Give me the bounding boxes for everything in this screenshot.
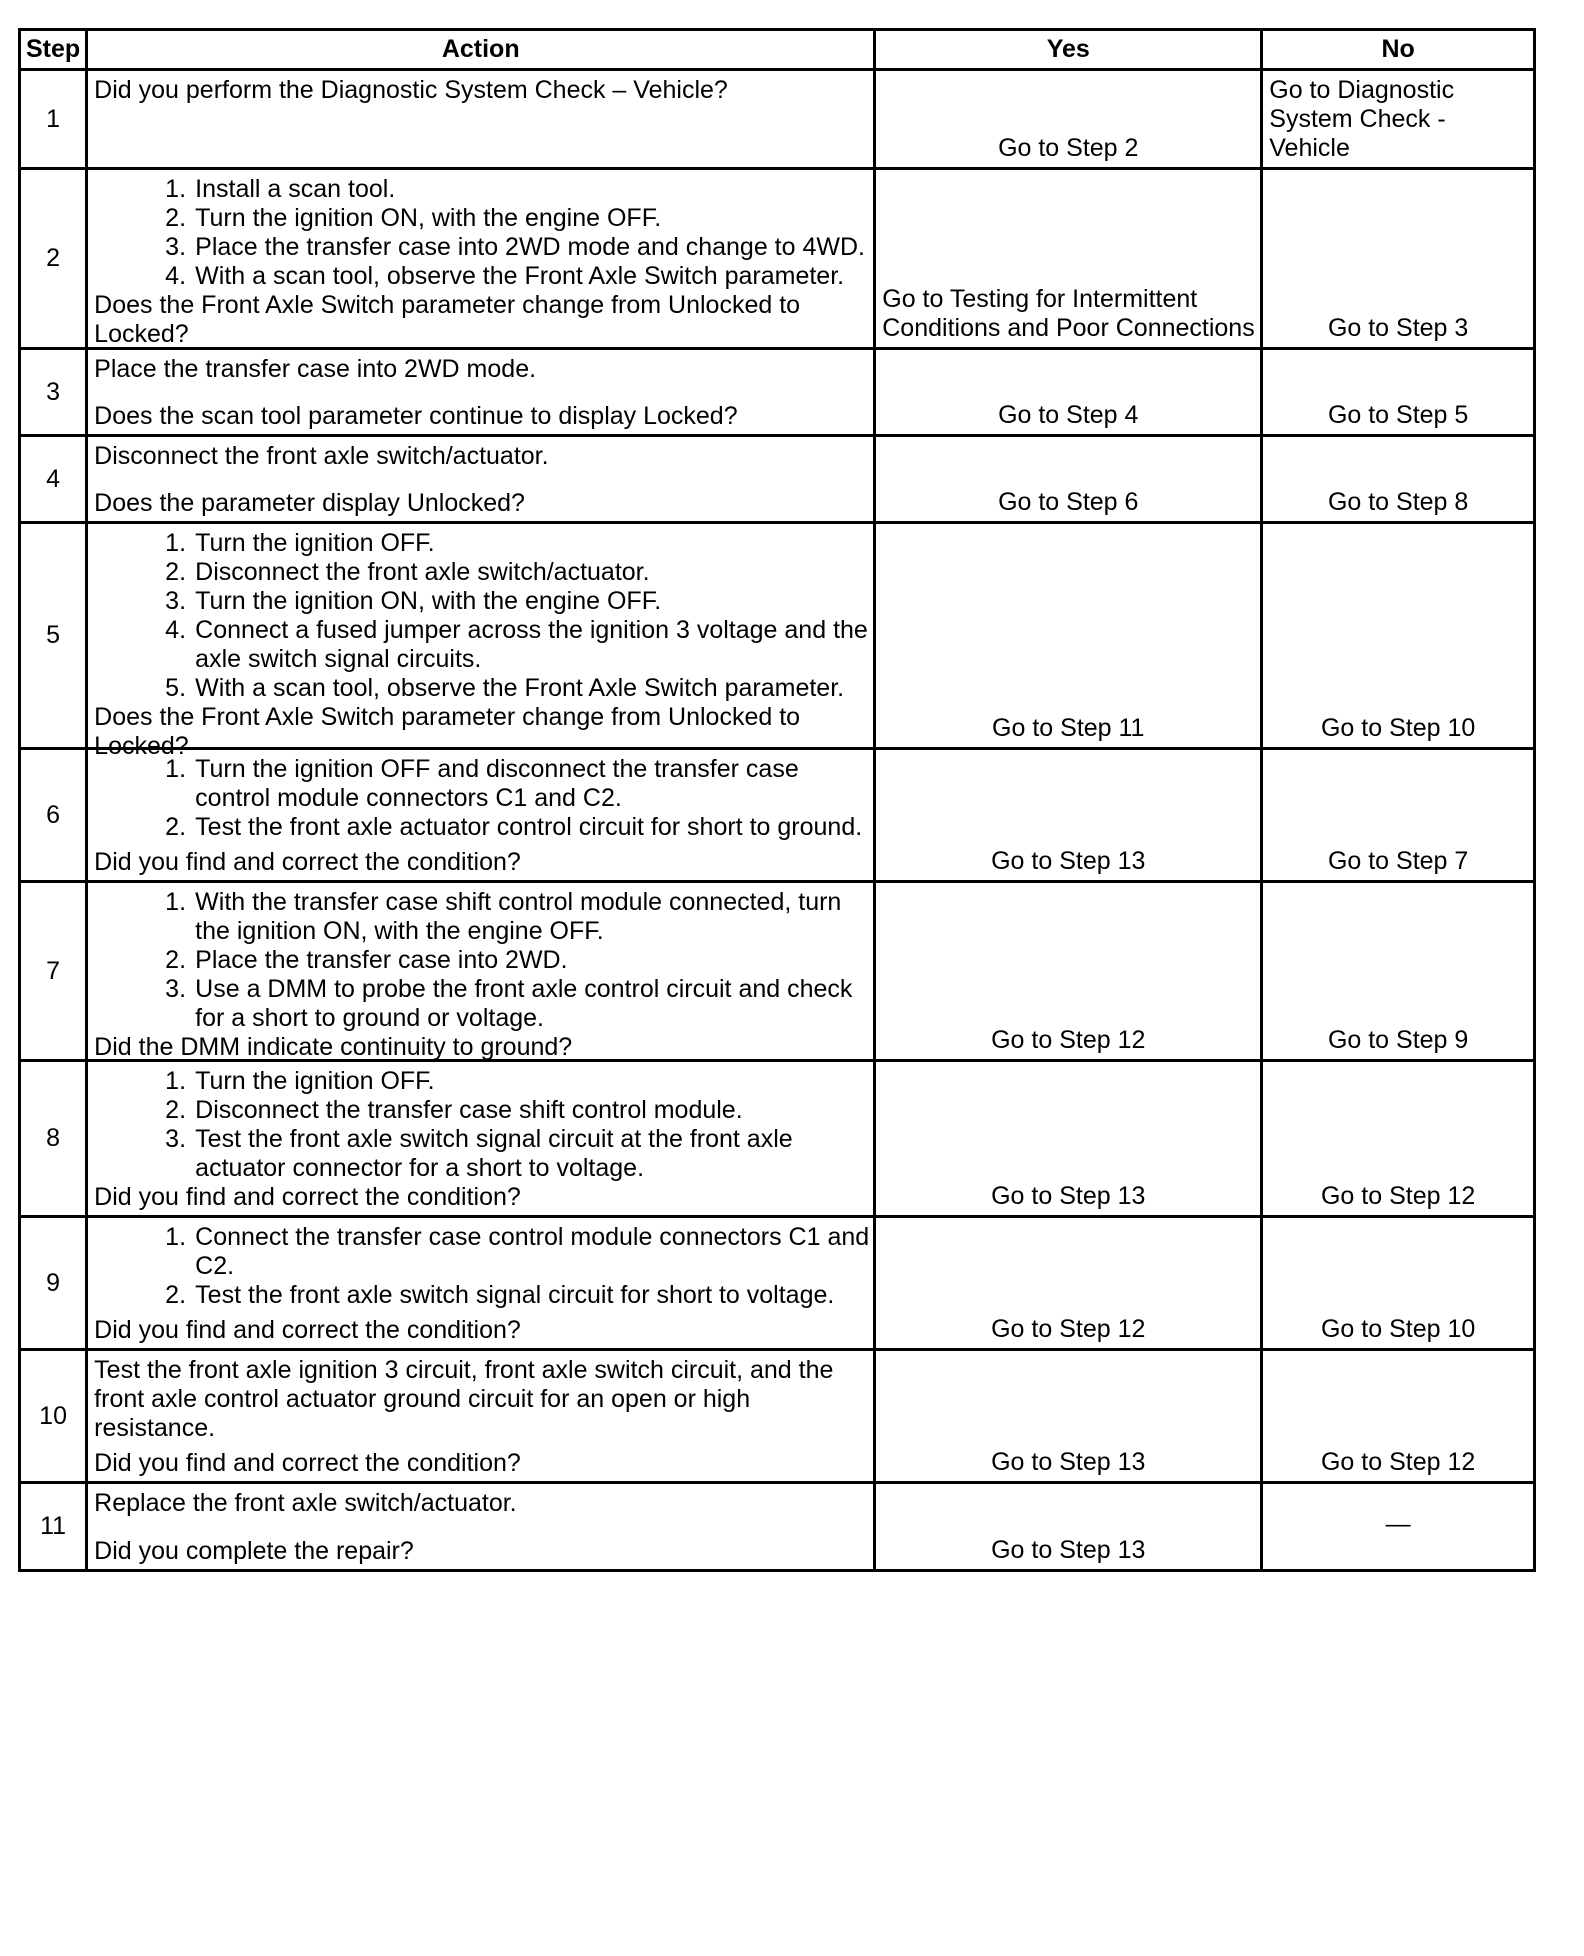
question-text: Did you find and correct the condition?: [94, 848, 521, 876]
step-number: 1: [20, 70, 87, 169]
step-number: 6: [20, 749, 87, 882]
header-no: No: [1262, 30, 1535, 70]
substep-number: 3.: [165, 975, 187, 1003]
substep-text: Install a scan tool.: [195, 175, 396, 203]
list-item: [94, 529, 869, 558]
list-item: [94, 204, 869, 233]
no-result: Go to Step 7: [1262, 749, 1535, 882]
yes-result: Go to Step 13: [875, 749, 1262, 882]
substep-text: Connect a fused jumper across the ignition 3 voltage and the axle switch signal circuits.: [195, 616, 868, 673]
substep-number: 3.: [165, 233, 187, 261]
substep-list: [94, 529, 869, 703]
substep-text: Turn the ignition OFF.: [195, 529, 435, 557]
substep-text: Disconnect the front axle switch/actuator.: [195, 558, 650, 586]
substep-text: Place the transfer case into 2WD.: [195, 946, 568, 974]
substep-list: [94, 1223, 869, 1310]
no-result: Go to Step 12: [1262, 1061, 1535, 1217]
substep-text: Disconnect the transfer case shift control module.: [195, 1096, 743, 1124]
substep-number: 2.: [165, 204, 187, 232]
yes-result: Go to Step 13: [875, 1483, 1262, 1571]
action-cell: [87, 349, 875, 436]
list-item: [94, 1067, 869, 1096]
substep-number: 2.: [165, 1281, 187, 1309]
no-result: Go to Step 12: [1262, 1350, 1535, 1483]
substep-number: 2.: [165, 946, 187, 974]
step-number: 10: [20, 1350, 87, 1483]
substep-text: With the transfer case shift control module connected, turn the ignition ON, with the engine OFF.: [195, 888, 842, 945]
substep-list: [94, 1067, 869, 1183]
list-item: [94, 1223, 869, 1281]
substep-number: 1.: [165, 1067, 187, 1095]
substep-number: 3.: [165, 587, 187, 615]
action-cell: [87, 70, 875, 169]
substep-text: Turn the ignition ON, with the engine OFF.: [195, 204, 662, 232]
list-item: [94, 946, 869, 975]
action-cell: [87, 1350, 875, 1483]
table-row: [20, 70, 1535, 169]
step-number: 5: [20, 523, 87, 749]
diagnostic-table: [18, 28, 1536, 1572]
action-text: Did you perform the Diagnostic System Check – Vehicle?: [94, 76, 728, 104]
table-row: [20, 882, 1535, 1061]
yes-result: Go to Step 2: [875, 70, 1262, 169]
question-text: Did you find and correct the condition?: [94, 1316, 521, 1344]
action-text: Disconnect the front axle switch/actuator.: [94, 442, 549, 470]
list-item: [94, 587, 869, 616]
no-result: Go to Diagnostic System Check - Vehicle: [1262, 70, 1535, 169]
substep-list: [94, 175, 869, 291]
list-item: [94, 616, 869, 674]
step-number: 11: [20, 1483, 87, 1571]
list-item: [94, 233, 869, 262]
list-item: [94, 175, 869, 204]
substep-text: Test the front axle switch signal circuit for short to voltage.: [195, 1281, 835, 1309]
action-text: Place the transfer case into 2WD mode.: [94, 355, 537, 383]
step-number: 8: [20, 1061, 87, 1217]
step-number: 2: [20, 169, 87, 349]
action-cell: [87, 749, 875, 882]
action-cell: [87, 523, 875, 760]
no-result: Go to Step 9: [1262, 882, 1535, 1061]
substep-number: 4.: [165, 262, 187, 290]
substep-number: 2.: [165, 1096, 187, 1124]
substep-number: 1.: [165, 529, 187, 557]
table-body: [20, 70, 1535, 1571]
substep-number: 1.: [165, 888, 187, 916]
substep-text: Test the front axle switch signal circuit at the front axle actuator connector for a short to voltage.: [195, 1125, 793, 1182]
substep-text: With a scan tool, observe the Front Axle Switch parameter.: [195, 674, 845, 702]
substep-text: Place the transfer case into 2WD mode and change to 4WD.: [195, 233, 865, 261]
question-text: Does the Front Axle Switch parameter change from Unlocked to Locked?: [94, 291, 801, 348]
no-result: Go to Step 10: [1262, 523, 1535, 749]
table-row: [20, 436, 1535, 523]
yes-result: Go to Step 13: [875, 1350, 1262, 1483]
substep-number: 1.: [165, 755, 187, 783]
list-item: [94, 1096, 869, 1125]
question-text: Does the scan tool parameter continue to display Locked?: [94, 402, 738, 430]
yes-result: Go to Step 12: [875, 1217, 1262, 1350]
action-cell: [87, 1483, 875, 1571]
question-text: Did you find and correct the condition?: [94, 1449, 521, 1477]
step-number: 4: [20, 436, 87, 523]
list-item: [94, 262, 869, 291]
table-row: [20, 1061, 1535, 1217]
list-item: [94, 888, 869, 946]
action-text: Test the front axle ignition 3 circuit, front axle switch circuit, and the front axle control actuator ground circuit for an open or high resistance.: [94, 1356, 834, 1442]
no-result: Go to Step 5: [1262, 349, 1535, 436]
yes-result: Go to Step 13: [875, 1061, 1262, 1217]
no-result: Go to Step 10: [1262, 1217, 1535, 1350]
action-cell: [87, 882, 875, 1061]
action-cell: [87, 436, 875, 523]
table-row: [20, 1217, 1535, 1350]
step-number: 7: [20, 882, 87, 1061]
substep-number: 2.: [165, 558, 187, 586]
yes-result: Go to Step 6: [875, 436, 1262, 523]
action-text: Replace the front axle switch/actuator.: [94, 1489, 517, 1517]
substep-number: 3.: [165, 1125, 187, 1153]
question-text: Did the DMM indicate continuity to ground?: [94, 1033, 573, 1061]
action-cell: [87, 169, 875, 349]
yes-result: Go to Step 11: [875, 523, 1262, 749]
table-row: [20, 1483, 1535, 1571]
table-row: [20, 523, 1535, 749]
substep-text: Connect the transfer case control module connectors C1 and C2.: [195, 1223, 870, 1280]
list-item: [94, 674, 869, 703]
list-item: [94, 1125, 869, 1183]
header-action: Action: [87, 30, 875, 70]
substep-number: 1.: [165, 175, 187, 203]
substep-number: 1.: [165, 1223, 187, 1251]
yes-result: Go to Step 12: [875, 882, 1262, 1061]
substep-number: 4.: [165, 616, 187, 644]
substep-number: 5.: [165, 674, 187, 702]
question-text: Does the Front Axle Switch parameter change from Unlocked to Locked?: [94, 703, 801, 760]
substep-text: Use a DMM to probe the front axle control circuit and check for a short to ground or voltage.: [195, 975, 853, 1032]
question-text: Did you find and correct the condition?: [94, 1183, 521, 1211]
question-text: Did you complete the repair?: [94, 1537, 414, 1565]
header-yes: Yes: [875, 30, 1262, 70]
table-row: [20, 749, 1535, 882]
table-row: [20, 349, 1535, 436]
no-result: Go to Step 3: [1262, 169, 1535, 349]
substep-text: Test the front axle actuator control circuit for short to ground.: [195, 813, 863, 841]
substep-text: Turn the ignition OFF and disconnect the transfer case control module connectors C1 and C2.: [195, 755, 799, 812]
list-item: [94, 558, 869, 587]
substep-list: [94, 888, 869, 1033]
table-row: [20, 1350, 1535, 1483]
action-cell: [87, 1061, 875, 1217]
yes-result: Go to Step 4: [875, 349, 1262, 436]
substep-list: [94, 755, 869, 842]
substep-text: Turn the ignition OFF.: [195, 1067, 435, 1095]
list-item: [94, 813, 869, 842]
no-result: Go to Step 8: [1262, 436, 1535, 523]
question-text: Does the parameter display Unlocked?: [94, 489, 525, 517]
list-item: [94, 975, 869, 1033]
substep-number: 2.: [165, 813, 187, 841]
yes-result: Go to Testing for Intermittent Conditions and Poor Connections: [875, 169, 1262, 349]
table-row: [20, 169, 1535, 349]
substep-text: With a scan tool, observe the Front Axle Switch parameter.: [195, 262, 845, 290]
list-item: [94, 755, 869, 813]
header-step: Step: [20, 30, 87, 70]
step-number: 3: [20, 349, 87, 436]
step-number: 9: [20, 1217, 87, 1350]
list-item: [94, 1281, 869, 1310]
no-result: —: [1262, 1483, 1535, 1571]
substep-text: Turn the ignition ON, with the engine OFF.: [195, 587, 662, 615]
action-cell: [87, 1217, 875, 1350]
header-row: [20, 30, 1535, 70]
